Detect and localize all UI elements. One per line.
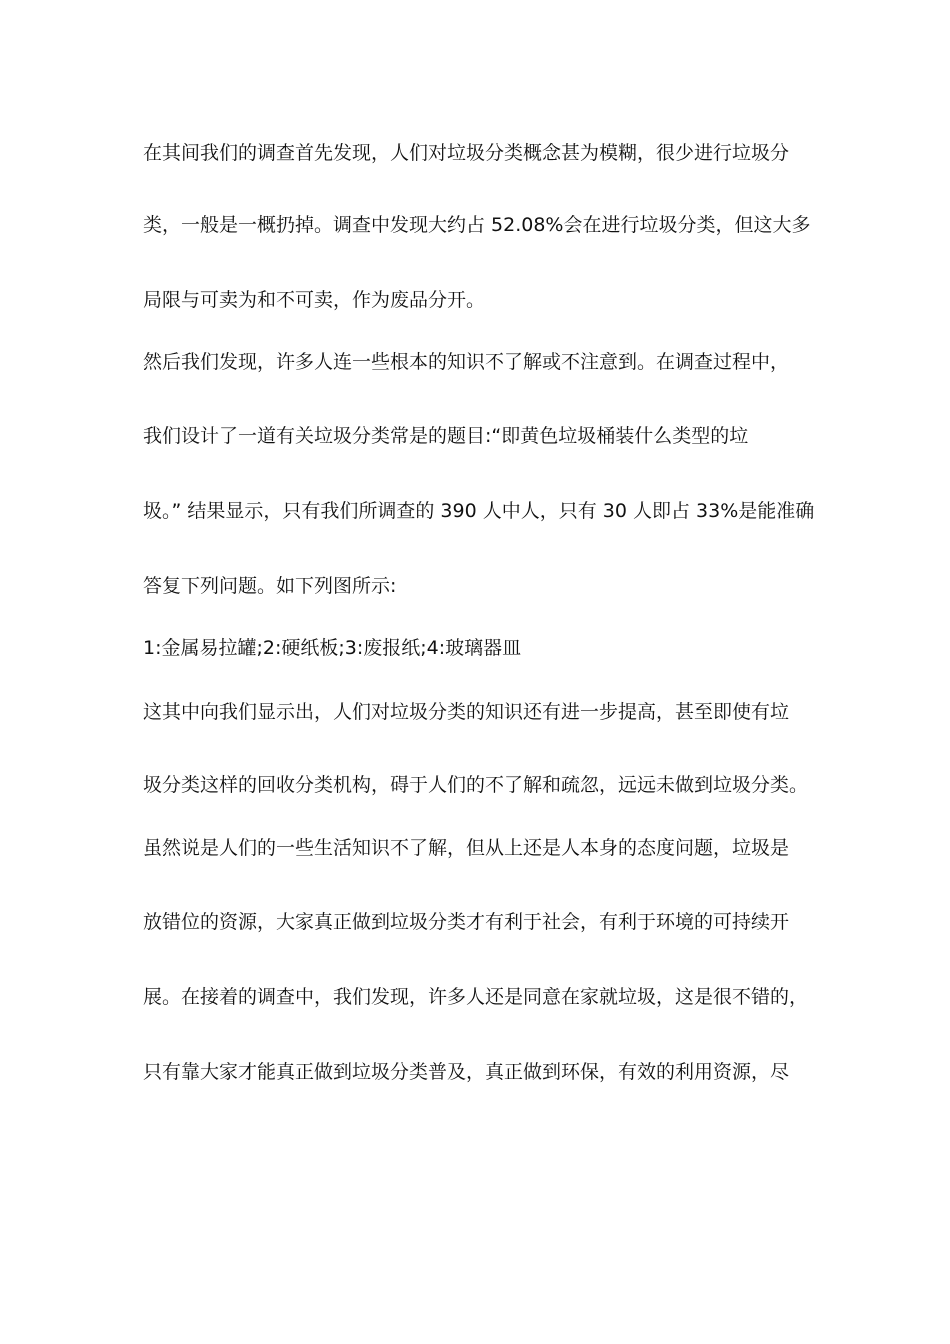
text-line: 我们设计了一道有关垃圾分类常是的题目:“即黄色垃圾桶装什么类型的垃	[143, 425, 749, 447]
text-line: 只有靠大家才能真正做到垃圾分类普及，真正做到环保，有效的利用资源，尽	[143, 1061, 790, 1083]
text-line: 虽然说是人们的一些生活知识不了解，但从上还是人本身的态度问题，垃圾是	[143, 837, 790, 859]
text-line: 答复下列问题。如下列图所示:	[143, 575, 397, 597]
text-line: 圾。” 结果显示，只有我们所调查的 390 人中人，只有 30 人即占 33%是能准确	[143, 500, 815, 522]
text-line: 类，一般是一概扔掉。调查中发现大约占 52.08%会在进行垃圾分类，但这大多	[143, 214, 811, 236]
text-line: 在其间我们的调查首先发现，人们对垃圾分类概念甚为模糊，很少进行垃圾分	[143, 142, 790, 164]
text-line: 展。在接着的调查中，我们发现，许多人还是同意在家就垃圾，这是很不错的，	[143, 986, 809, 1008]
text-line: 然后我们发现，许多人连一些根本的知识不了解或不注意到。在调查过程中，	[143, 351, 790, 373]
text-line: 1:金属易拉罐;2:硬纸板;3:废报纸;4:玻璃器皿	[143, 637, 522, 659]
text-line: 这其中向我们显示出，人们对垃圾分类的知识还有进一步提高，甚至即使有垃	[143, 701, 790, 723]
text-line: 局限与可卖为和不可卖，作为废品分开。	[143, 289, 486, 311]
text-line: 放错位的资源，大家真正做到垃圾分类才有利于社会，有利于环境的可持续开	[143, 911, 790, 933]
text-line: 圾分类这样的回收分类机构，碍于人们的不了解和疏忽，远远未做到垃圾分类。	[143, 774, 809, 796]
